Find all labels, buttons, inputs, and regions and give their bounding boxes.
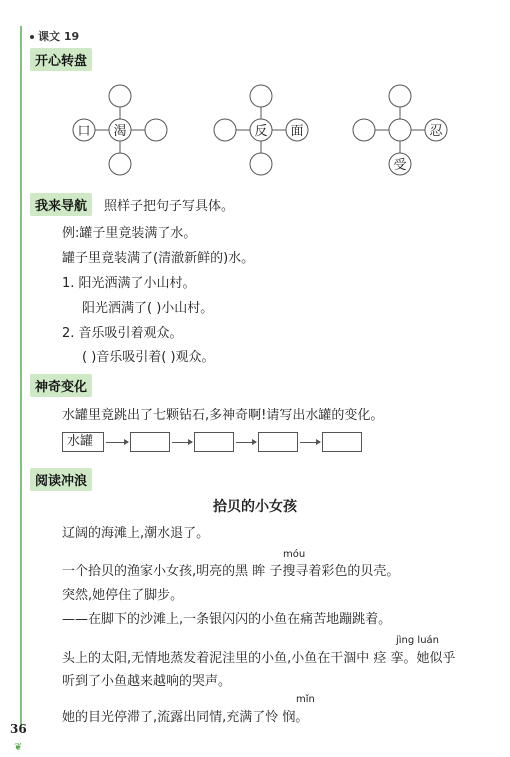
leaf-icon: ❦ (14, 742, 23, 753)
wheel-3-center-circle (389, 119, 411, 141)
wheel-2-top-circle[interactable] (250, 85, 272, 107)
chain-box-4[interactable] (258, 432, 298, 452)
wheel-1-right-circle[interactable] (145, 119, 167, 141)
lesson-label: 课文 19 (38, 30, 80, 43)
example-sentence-1: 例:罐子里竟装满了水。 (62, 226, 197, 241)
section3-text: 水罐里竟跳出了七颗钻石,多神奇啊!请写出水罐的变化。 (62, 408, 384, 423)
section2-instruction: 照样子把句子写具体。 (104, 199, 235, 214)
wheel-3 (353, 85, 447, 175)
wheel-1-top-circle[interactable] (109, 85, 131, 107)
wheel-1-left-char: 口 (77, 124, 91, 139)
arrow-icon (106, 442, 128, 443)
story-paragraph-3: 突然,她停住了脚步。 (62, 588, 184, 603)
story-paragraph-1: 辽阔的海滩上,潮水退了。 (62, 526, 210, 541)
page-number: 36 (10, 722, 27, 736)
pinyin-min: mǐn (296, 694, 315, 705)
story-paragraph-5-line-2: 听到了小鱼越来越响的哭声。 (62, 674, 232, 689)
pinyin-mou: móu (283, 549, 306, 560)
story-paragraph-6: 她的目光停滞了,流露出同情,充满了怜 悯。 (62, 710, 309, 725)
wheel-1-center-char: 渴 (113, 124, 127, 139)
wheel-2-center-char: 反 (254, 124, 268, 139)
chain-box-2[interactable] (130, 432, 170, 452)
story-paragraph-2: 一个拾贝的渔家小女孩,明亮的黑 眸 子搜寻着彩色的贝壳。 (62, 564, 400, 579)
arrow-icon (172, 442, 192, 443)
question-2: 2. 音乐吸引着观众。 (62, 326, 183, 341)
chain-box-3[interactable] (194, 432, 234, 452)
story-title: 拾贝的小女孩 (213, 499, 297, 515)
question-1: 1. 阳光洒满了小山村。 (62, 276, 196, 291)
lesson-header (30, 28, 79, 44)
story-paragraph-5-line-1: 头上的太阳,无情地蒸发着泥洼里的小鱼,小鱼在干涸中 痉 挛。她似乎 (62, 651, 456, 666)
arrow-icon (300, 442, 320, 443)
chain-box-5[interactable] (322, 432, 362, 452)
pinyin-jing-luan: jìng luán (396, 635, 440, 646)
wheel-2-bottom-circle[interactable] (250, 153, 272, 175)
wheel-2-left-circle[interactable] (214, 119, 236, 141)
wheel-3-top-circle[interactable] (389, 85, 411, 107)
wheel-3-right-char: 忍 (429, 124, 443, 139)
wheel-2 (214, 85, 308, 175)
question-1-fill-in[interactable]: 阳光洒满了( )小山村。 (82, 301, 214, 316)
chain-box-start: 水罐 (62, 432, 104, 452)
section-label-happy-wheel: 开心转盘 (30, 48, 92, 71)
wheel-2-right-char: 面 (290, 124, 304, 139)
section-label-navigation: 我来导航 (30, 193, 92, 216)
question-2-fill-in[interactable]: ( )音乐吸引着( )观众。 (82, 350, 215, 365)
wheel-3-left-circle[interactable] (353, 119, 375, 141)
section-label-reading: 阅读冲浪 (30, 468, 92, 491)
word-wheels (0, 78, 510, 198)
arrow-icon (236, 442, 256, 443)
wheel-1-bottom-circle[interactable] (109, 153, 131, 175)
example-sentence-2: 罐子里竟装满了(清澈新鲜的)水。 (62, 251, 255, 266)
section-label-magic-change: 神奇变化 (30, 374, 92, 397)
bullet-icon (30, 35, 34, 39)
wheel-3-bottom-char: 受 (393, 158, 407, 173)
wheel-1 (73, 85, 167, 175)
story-paragraph-4: ——在脚下的沙滩上,一条银闪闪的小鱼在痛苦地蹦跳着。 (62, 612, 392, 627)
